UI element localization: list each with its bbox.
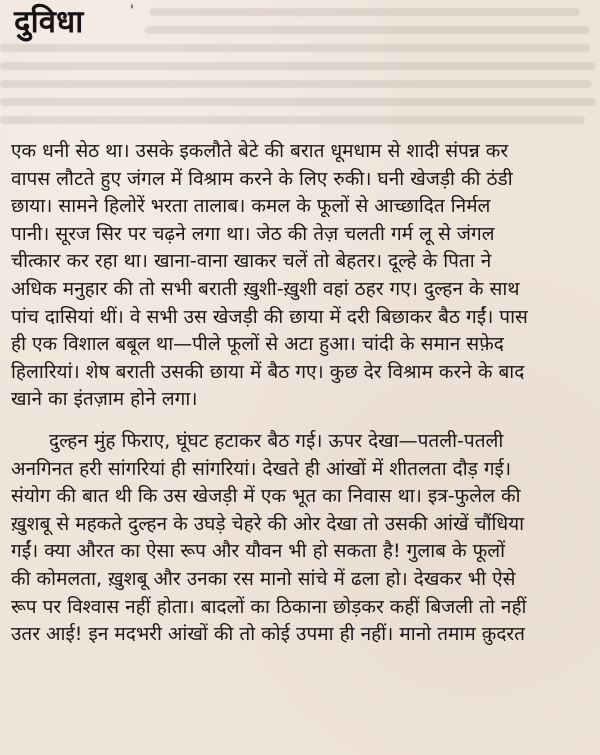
text-line: वापस लौटते हुए जंगल में विश्राम करने के लिए रुकी। घनी खेजड़ी की ठंडी: [11, 167, 513, 190]
text-line: ख़ुशबू से महकते दुल्हन के उघड़े चेहरे की ओर देखा तो उसकी आंखें चौंधिया: [11, 512, 525, 535]
text-line: छाया। सामने हिलोरें भरता तालाब। कमल के फूलों से आच्छादित निर्मल: [11, 195, 491, 218]
title-mark: ': [130, 3, 134, 19]
article-body: [11, 138, 589, 649]
bleed-through-line: [0, 62, 595, 70]
text-line: अधिक मनुहार की तो सभी बराती ख़ुशी-ख़ुशी वहां ठहर गए। दुल्हन के साथ: [11, 277, 520, 300]
text-line: की कोमलता, ख़ुशबू और उनका रस मानो सांचे में ढला हो। देखकर भी ऐसे: [11, 567, 516, 590]
text-line: पांच दासियां थीं। वे सभी उस खेजड़ी की छाया में दरी बिछाकर बैठ गईं। पास: [11, 305, 528, 328]
text-line: हिलारियां। शेष बराती उसकी छाया में बैठ गए। कुछ देर विश्राम करने के बाद: [11, 360, 525, 383]
paragraph-1: [11, 138, 589, 414]
text-line: खाने का इंतज़ाम होने लगा।: [11, 388, 198, 411]
text-line: दुल्हन मुंह फिराए, घूंघट हटाकर बैठ गई। ऊपर देखा—पतली-पतली: [49, 429, 504, 452]
bleed-through-line: [150, 8, 580, 16]
bleed-through-line: [0, 80, 592, 88]
bleed-through-text: [0, 0, 600, 150]
text-line: ही एक विशाल बबूल था—पीले फूलों से अटा हुआ। चांदी के समान सफ़ेद: [11, 333, 504, 356]
text-line: चीत्कार कर रहा था। खाना-वाना खाकर चलें तो बेहतर। दूल्हे के पिता ने: [11, 250, 492, 273]
text-line: गईं। क्या औरत का ऐसा रूप और यौवन भी हो सकता है! गुलाब के फूलों: [11, 540, 506, 563]
bleed-through-line: [0, 116, 585, 124]
text-line: रूप पर विश्वास नहीं होता। बादलों का ठिकाना छोड़कर कहीं बिजली तो नहीं: [11, 595, 527, 618]
page-title: दुविधा: [14, 4, 84, 40]
text-line: संयोग की बात थी कि उस खेजड़ी में एक भूत का निवास था। इत्र-फुलेल की: [11, 485, 521, 508]
text-line: एक धनी सेठ था। उसके इकलौते बेटे की बरात धूमधाम से शादी संपन्न कर: [11, 140, 509, 162]
bleed-through-line: [0, 98, 596, 106]
text-line: उतर आई! इन मदभरी आंखों की तो कोई उपमा ही नहीं। मानो तमाम क़ुदरत: [11, 623, 526, 646]
bleed-through-line: [145, 26, 590, 34]
text-line: अनगिनत हरी सांगरियां ही सांगरियां। देखते ही आंखों में शीतलता दौड़ गई।: [11, 457, 512, 480]
bleed-through-line: [0, 44, 590, 52]
text-line: पानी। सूरज सिर पर चढ़ने लगा था। जेठ की तेज़ चलती गर्म लू से जंगल: [11, 222, 495, 245]
paragraph-2: [11, 428, 589, 649]
